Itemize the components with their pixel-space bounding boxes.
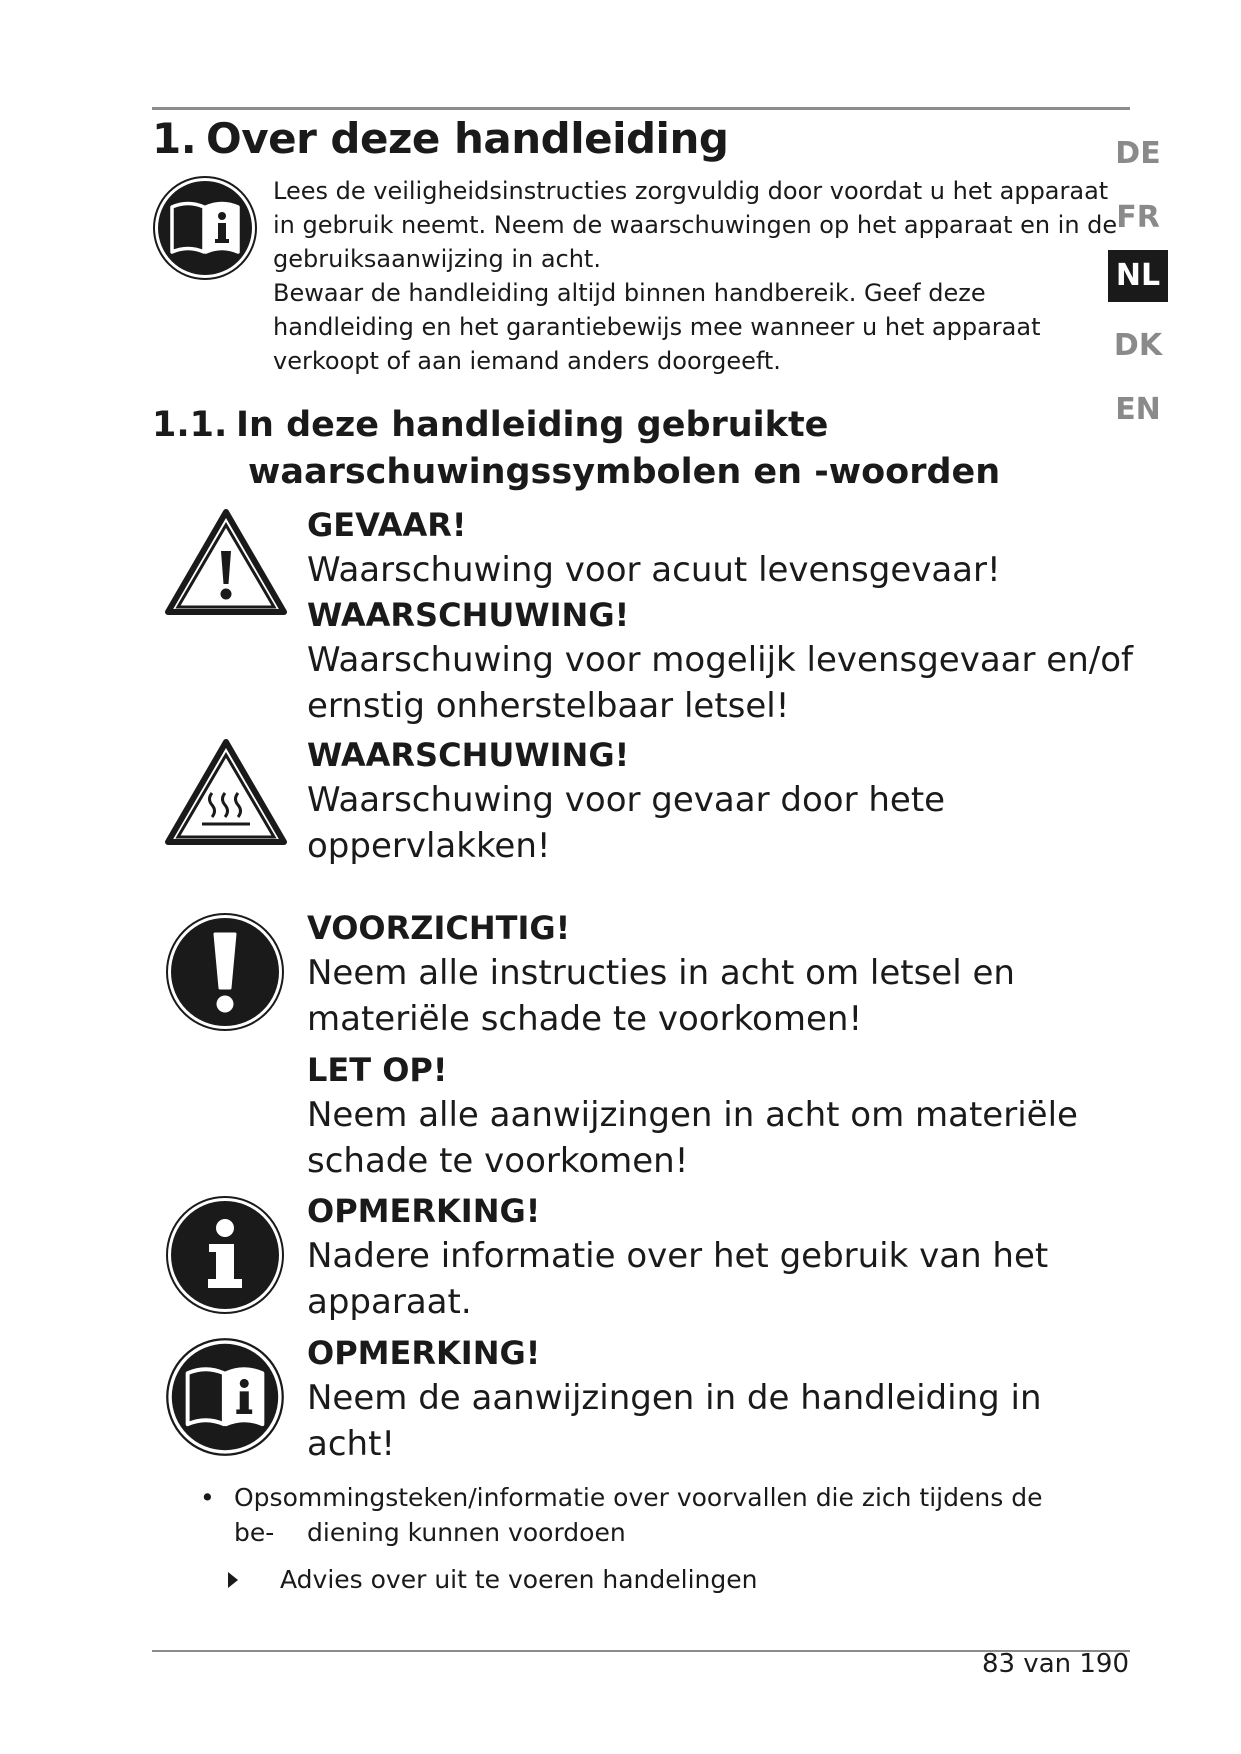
subsection-title-line-1: In deze handleiding gebruikte [236,405,829,445]
subsection-title [152,402,1000,496]
warning-title: WAARSCHUWING! [307,596,630,634]
page-title [152,114,728,163]
notice-block-info [307,1189,1137,1325]
warning-title: GEVAAR! [307,506,467,544]
warning-text: Nadere informatie over het gebruik van het apparaat. [307,1236,1049,1322]
bullet-text-line-2: diening kunnen voordoen [307,1518,626,1547]
warning-text: Waarschuwing voor mogelijk levensgevaar en/of ernstig onherstelbaar letsel! [307,640,1133,726]
warning-triangle-icon [164,508,288,616]
warning-block-danger [307,503,1137,593]
manual-info-icon [152,175,258,281]
warning-title: OPMERKING! [307,1334,541,1372]
language-tab-de[interactable]: DE [1115,136,1161,171]
language-tab-en[interactable]: EN [1115,392,1161,427]
language-tab-dk[interactable]: DK [1113,328,1163,363]
warning-title: VOORZICHTIG! [307,909,571,947]
bullet-symbol: • [200,1483,215,1512]
top-rule [152,107,1130,110]
warning-title: LET OP! [307,1051,448,1089]
bullet-text-line-1: Opsommingsteken/informatie over voorvallen die zich tijdens de be- [234,1483,1043,1547]
intro-paragraph-1: Lees de veiligheidsinstructies zorgvuldig door voordat u het apparaat in gebruik neemt. Neem de waarschuwingen op het apparaat en in de gebruiksaanwijzing in acht. [273,177,1118,273]
warning-text: Neem de aanwijzingen in de handleiding in acht! [307,1378,1042,1464]
intro-paragraph-2: Bewaar de handleiding altijd binnen handbereik. Geef deze handleiding en het garantiebewijs mee wanneer u het apparaat verkoopt of aan iemand anders doorgeeft. [273,279,1041,375]
page-number: 83 van 190 [981,1649,1129,1679]
warning-text: Neem alle instructies in acht om letsel en materiële schade te voorkomen! [307,953,1015,1039]
intro-text [273,174,1123,378]
warning-text: Waarschuwing voor gevaar door hete oppervlakken! [307,780,946,866]
section-title: Over deze handleiding [206,114,729,163]
warning-block-warning [307,593,1137,729]
manual-info-icon [165,1337,285,1457]
warning-title: WAARSCHUWING! [307,736,630,774]
info-circle-icon [165,1195,285,1315]
warning-title: OPMERKING! [307,1192,541,1230]
hot-surface-icon [164,738,288,846]
notice-block-manual [307,1331,1137,1467]
section-number: 1. [152,114,197,163]
warning-block-hot-surface [307,733,1137,869]
action-text: Advies over uit te voeren handelingen [280,1565,758,1594]
subsection-title-line-2: waarschuwingssymbolen en -woorden [248,452,1001,492]
warning-block-caution [307,906,1137,1042]
warning-text: Waarschuwing voor acuut levensgevaar! [307,550,1001,590]
language-tab-nl[interactable]: NL [1108,250,1168,302]
language-tab-fr[interactable]: FR [1116,200,1160,235]
exclamation-circle-icon [165,912,285,1032]
warning-text: Neem alle aanwijzingen in acht om materiële schade te voorkomen! [307,1095,1078,1181]
triangle-right-icon [228,1572,238,1588]
warning-block-notice [307,1048,1137,1184]
subsection-number: 1.1. [152,405,228,445]
